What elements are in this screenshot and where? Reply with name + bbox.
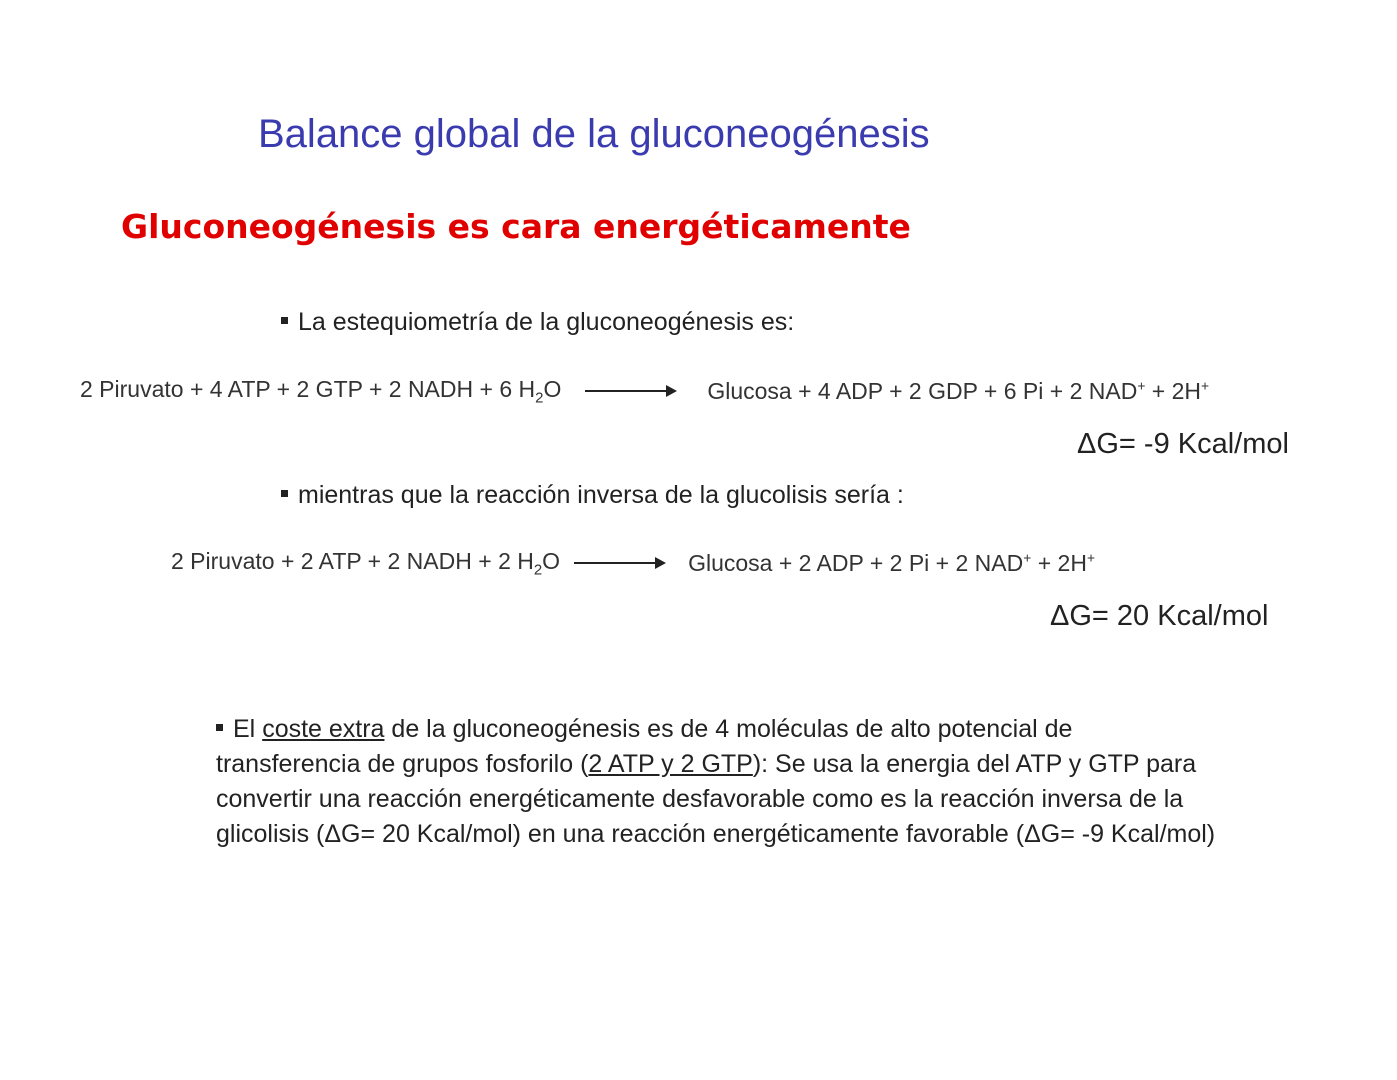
bullet-stoichiometry	[281, 308, 794, 337]
bullet-inverse-reaction	[281, 481, 904, 510]
delta-g-inverse-glycolysis: ΔG= 20 Kcal/mol	[1050, 600, 1269, 632]
bullet-square-icon	[281, 317, 288, 324]
bullet-text: La estequiometría de la gluconeogénesis es:	[298, 308, 795, 336]
delta-g-gluconeogenesis: ΔG= -9 Kcal/mol	[1077, 428, 1289, 460]
equation-reactants: 2 Piruvato + 4 ATP + 2 GTP + 2 NADH + 6 $H_2O$	[80, 376, 562, 407]
bullet-square-icon	[281, 490, 288, 497]
slide-subtitle: Gluconeogénesis es cara energéticamente	[121, 207, 911, 246]
underlined-atp-gtp: 2 ATP y 2 GTP	[588, 750, 753, 778]
bullet-square-icon	[216, 724, 223, 731]
equation-reactants: 2 Piruvato + 2 ATP + 2 NADH + 2 $H_2O$	[171, 548, 561, 579]
equation-inverse-glycolysis	[171, 548, 1095, 579]
bullet-text: mientras que la reacción inversa de la glucolisis sería :	[298, 481, 904, 509]
equation-products: Glucosa + 2 ADP + 2 Pi + 2 NAD+ + 2H+	[688, 549, 1095, 576]
slide-title: Balance global de la gluconeogénesis	[258, 112, 930, 156]
right-arrow-icon	[574, 556, 666, 570]
underlined-coste-extra: coste extra	[262, 715, 385, 743]
equation-products: Glucosa + 4 ADP + 2 GDP + 6 Pi + 2 NAD+ + 2H+	[707, 377, 1210, 404]
right-arrow-icon	[585, 384, 677, 398]
equation-gluconeogenesis	[80, 376, 1209, 407]
extra-cost-paragraph: El coste extra de la gluconeogénesis es de 4 moléculas de alto potencial de transferencia de grupos fosforilo (2 ATP y 2 GTP): Se usa la energia del ATP y GTP para convertir una reacción energéticamente desfavorable como es la reacción inversa de la glicolisis (ΔG= 20 Kcal/mol) en una reacción energéticamente favorable (ΔG= -9 Kcal/mol)	[216, 715, 1216, 848]
